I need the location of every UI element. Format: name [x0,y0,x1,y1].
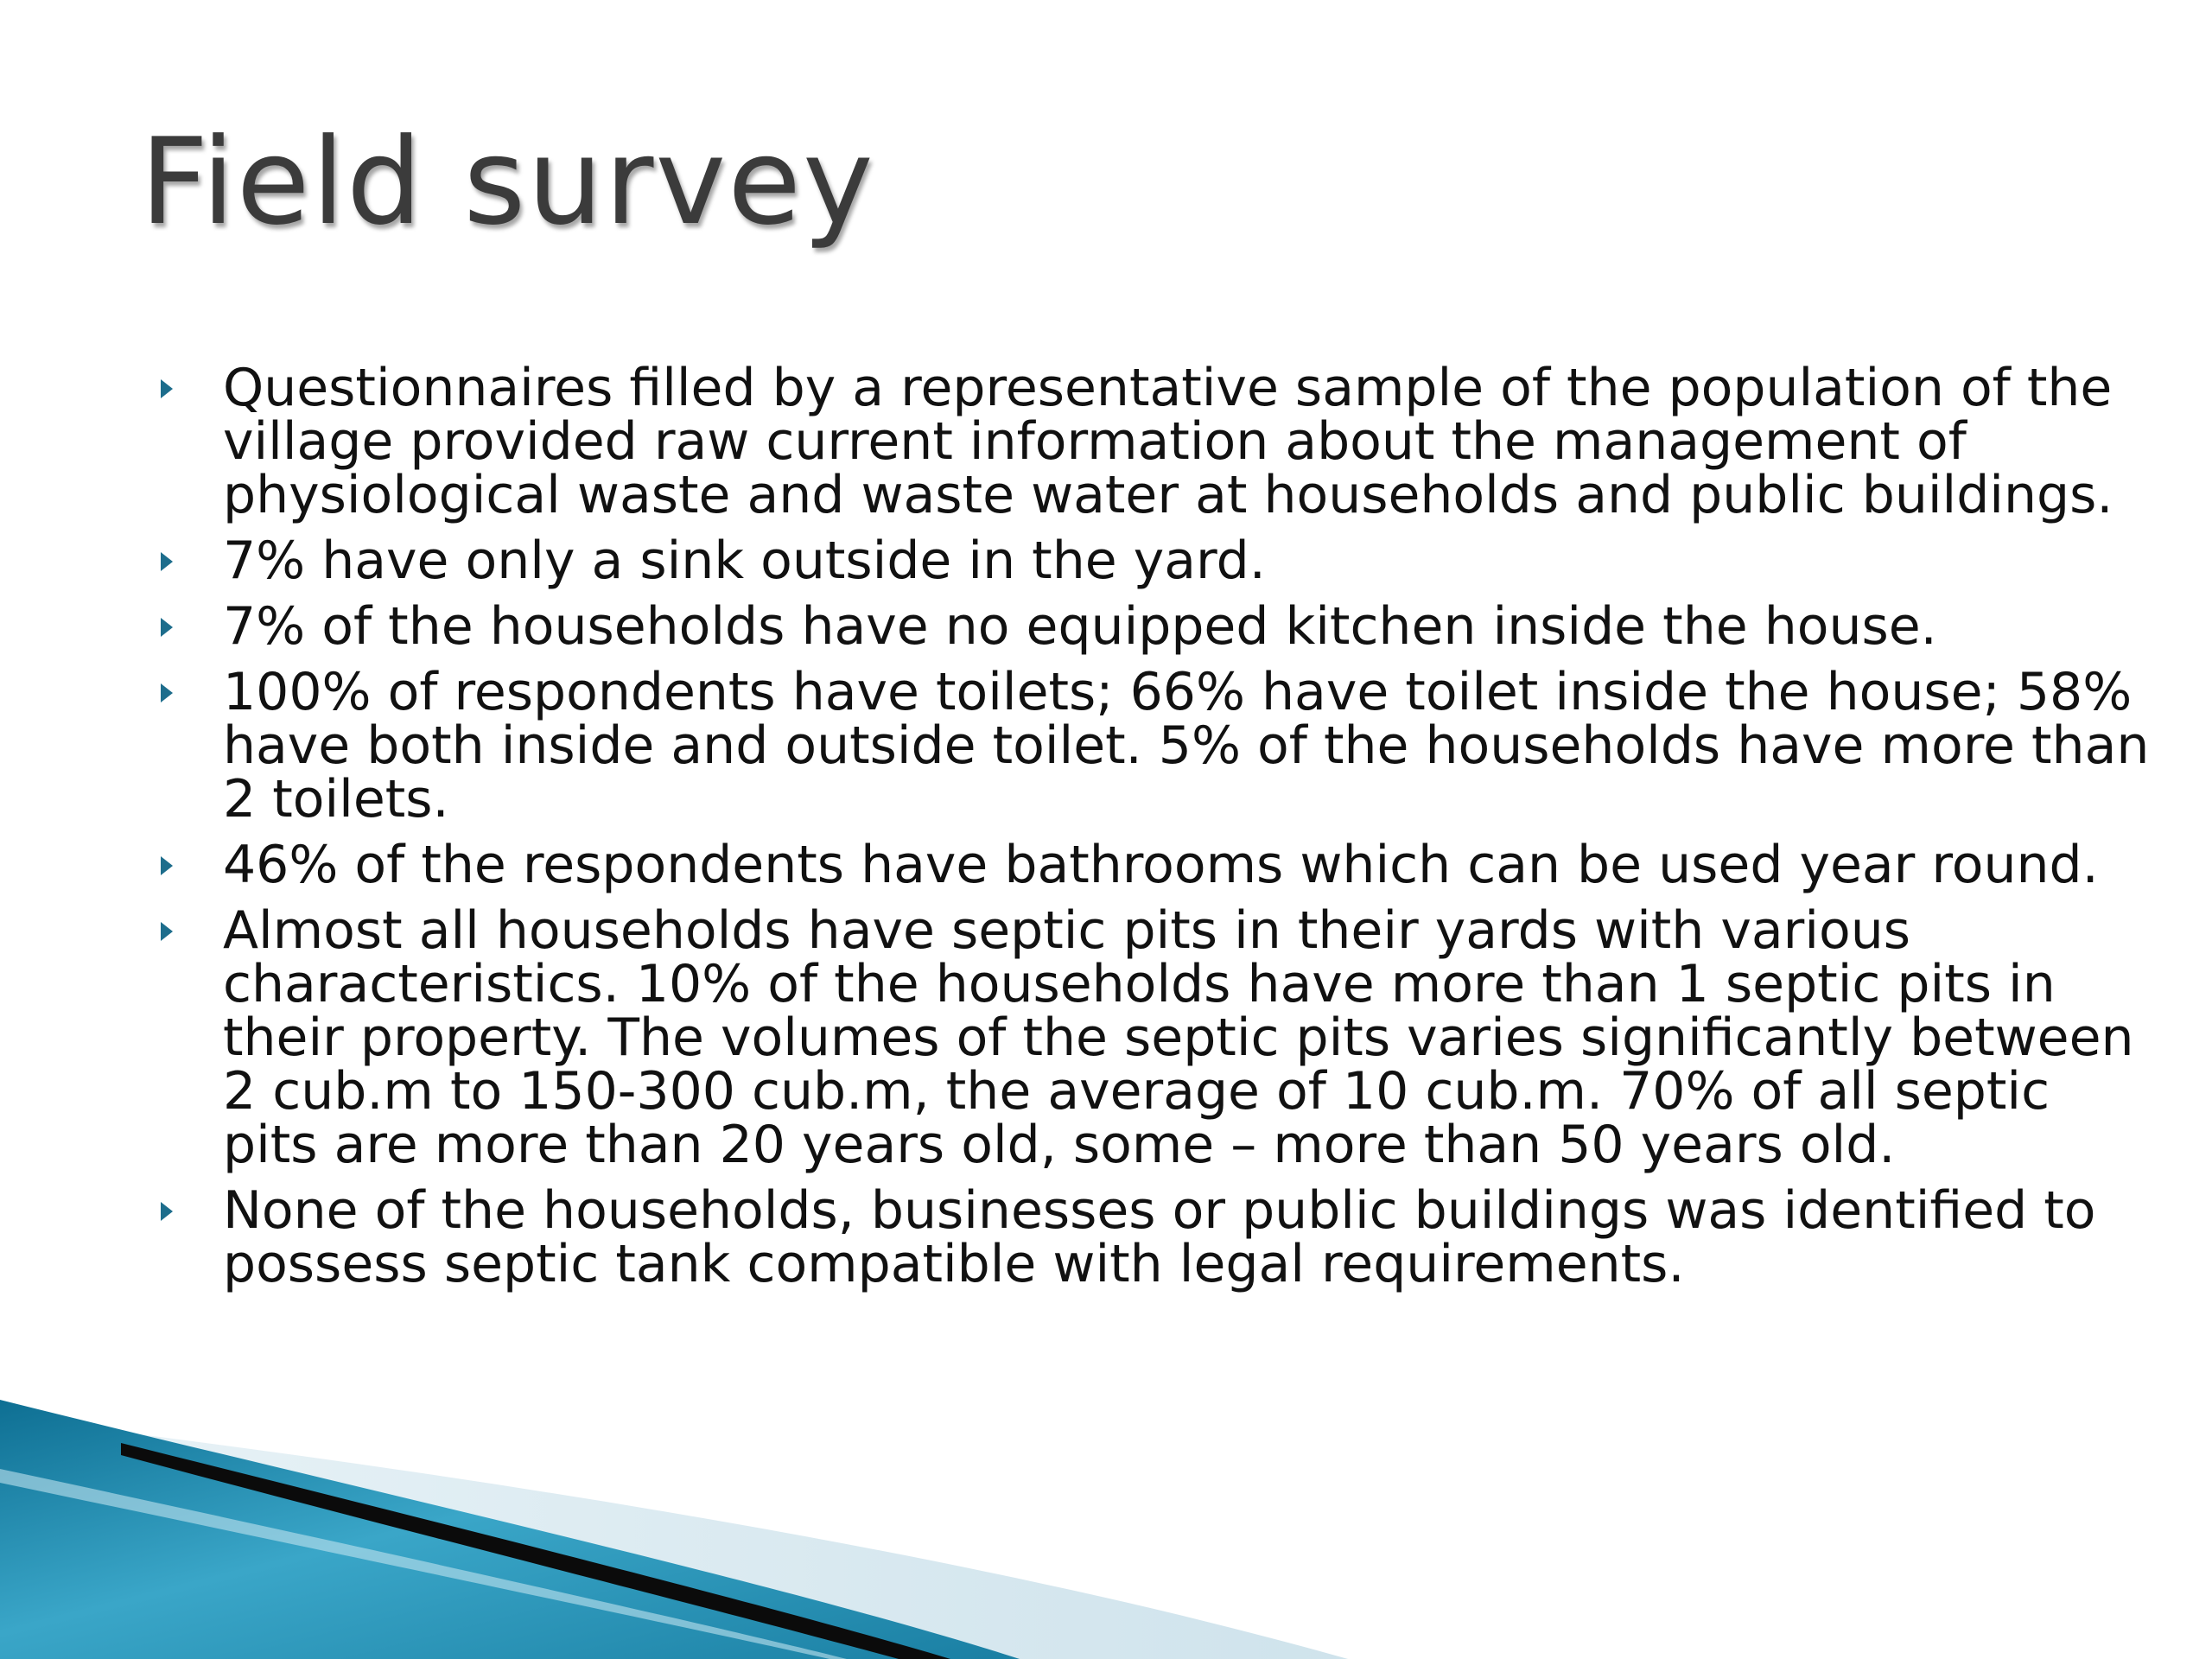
triangle-bullet-icon [161,683,173,702]
bullet-text: 7% have only a sink outside in the yard. [223,531,1266,591]
bullet-list [161,358,2150,1303]
triangle-bullet-icon [161,552,173,571]
bullet-item-4 [161,662,2158,830]
bullet-text: Questionnaires filled by a representative sample of the population of the village provided raw current information about the management of physiological waste and waste water at households and public buildings. [223,358,2113,525]
wave-teal [0,1400,1020,1659]
bullet-item-2 [161,531,2158,591]
wave-light-band [0,1417,1348,1659]
bullet-text: 46% of the respondents have bathrooms which can be used year round. [223,835,2099,895]
bullet-text: None of the households, businesses or public buildings was identified to possess septic tank compatible with legal requirements. [223,1180,2096,1294]
bullet-item-6 [161,900,2158,1175]
bullet-text: 7% of the households have no equipped kitchen inside the house. [223,596,1937,657]
triangle-bullet-icon [161,856,173,875]
bullet-text: Almost all households have septic pits in their yards with various characteristics. 10% of the households have more than 1 septic pits in their property. The volumes of the septic pits varies significantly between 2 cub.m to 150-300 cub.m, the average of 10 cub.m. 70% of all septic pits are more than 20 years old, some – more than 50 years old. [223,900,2134,1175]
bullet-item-5 [161,835,2158,895]
triangle-bullet-icon [161,618,173,637]
triangle-bullet-icon [161,922,173,941]
triangle-bullet-icon [161,379,173,398]
slide-title: Field survey [140,112,875,251]
bullet-item-3 [161,596,2158,657]
bullet-item-7 [161,1180,2158,1294]
bullet-text: 100% of respondents have toilets; 66% have toilet inside the house; 58% have both inside and outside toilet. 5% of the households have more than 2 toilets. [223,662,2150,830]
wave-highlight [0,1469,847,1659]
triangle-bullet-icon [161,1202,173,1221]
wave-dark-streak [121,1443,950,1659]
bullet-item-1 [161,358,2158,525]
